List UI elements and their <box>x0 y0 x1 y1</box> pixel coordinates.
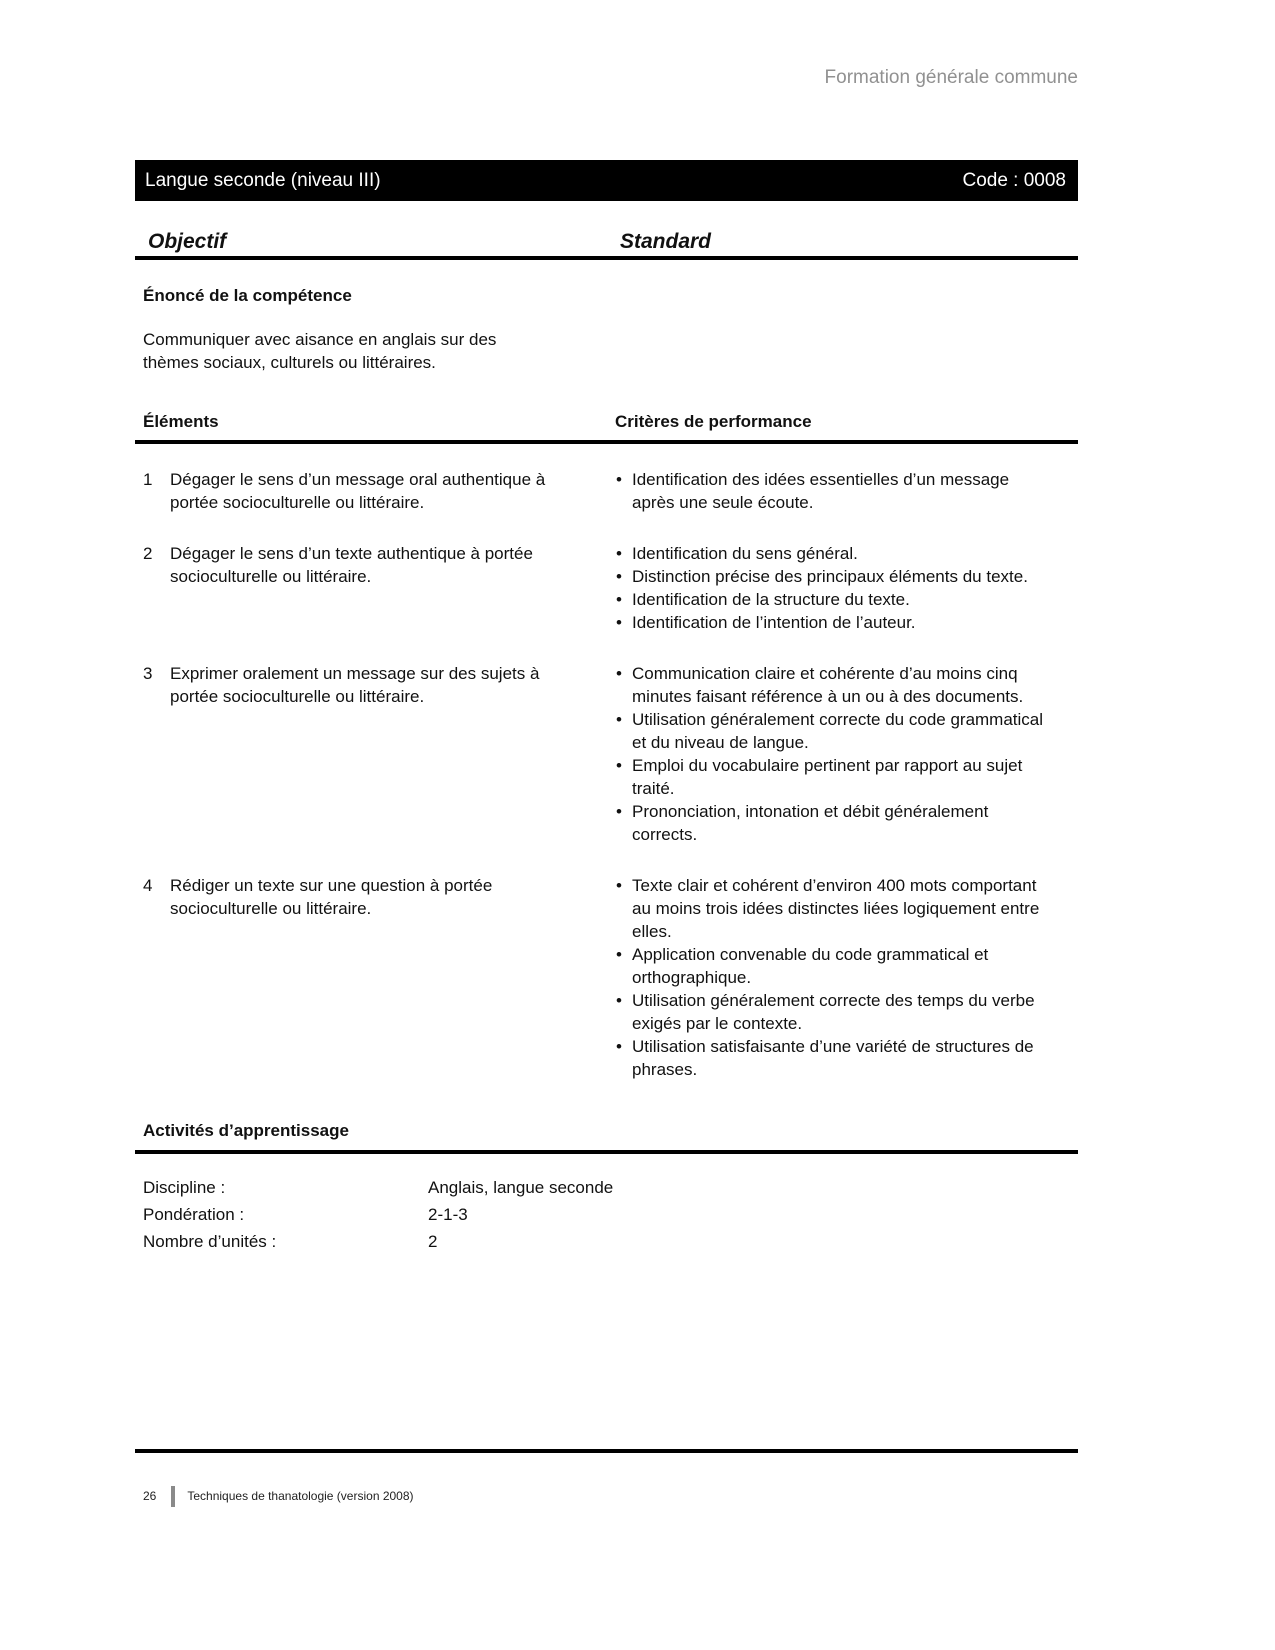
criterion-item: • Application convenable du code grammatical et orthographique. <box>615 943 1078 989</box>
field-value: 2-1-3 <box>428 1205 468 1224</box>
footer-text: Techniques de thanatologie (version 2008) <box>187 1489 414 1503</box>
criteria-column-header: Critères de performance <box>615 412 812 431</box>
title-bar <box>135 160 1078 201</box>
field-label: Pondération : <box>143 1205 245 1224</box>
page-number: 26 <box>143 1489 157 1503</box>
course-title: Langue seconde (niveau III) <box>145 170 381 191</box>
criterion-item: • Identification du sens général. <box>615 542 1078 565</box>
objectif-standard-header <box>135 229 1078 260</box>
criteria-cell <box>607 662 1078 846</box>
field-label: Discipline : <box>143 1178 226 1197</box>
criteria-list <box>615 874 1078 1081</box>
elements-column-header: Éléments <box>143 412 219 431</box>
element-text: Exprimer oralement un message sur des sujets à portée socioculturelle ou littéraire. <box>170 664 540 706</box>
activities-fields <box>135 1174 1078 1255</box>
element-number: 4 <box>143 876 153 895</box>
criterion-item: • Identification de l’intention de l’auteur. <box>615 611 1078 634</box>
course-code: Code : 0008 <box>962 170 1066 191</box>
page-content <box>135 0 1078 1255</box>
running-header: Formation générale commune <box>824 67 1078 88</box>
element-text: Dégager le sens d’un texte authentique à portée socioculturelle ou littéraire. <box>170 544 533 586</box>
criterion-item: • Distinction précise des principaux éléments du texte. <box>615 565 1078 588</box>
criteria-list <box>615 468 1078 514</box>
standard-heading: Standard <box>620 230 712 253</box>
footer-divider <box>171 1486 175 1507</box>
table-row <box>135 874 1078 1081</box>
field-row <box>143 1174 1078 1201</box>
criteria-cell <box>607 468 1078 514</box>
criterion-item: • Utilisation généralement correcte du code grammatical et du niveau de langue. <box>615 708 1078 754</box>
criteria-cell <box>607 542 1078 634</box>
criteria-cell <box>607 874 1078 1081</box>
field-value: 2 <box>428 1232 438 1251</box>
table-row <box>135 662 1078 846</box>
table-row <box>135 542 1078 634</box>
enonce-heading: Énoncé de la compétence <box>143 286 352 305</box>
criterion-item: • Utilisation satisfaisante d’une variété de structures de phrases. <box>615 1035 1078 1081</box>
criterion-item: • Prononciation, intonation et débit généralement corrects. <box>615 800 1078 846</box>
criterion-item: • Emploi du vocabulaire pertinent par rapport au sujet traité. <box>615 754 1078 800</box>
criterion-item: • Identification de la structure du texte. <box>615 588 1078 611</box>
element-number: 3 <box>143 664 153 683</box>
field-value: Anglais, langue seconde <box>428 1178 614 1197</box>
objectif-heading: Objectif <box>148 230 227 253</box>
element-text: Rédiger un texte sur une question à portée socioculturelle ou littéraire. <box>170 876 493 918</box>
element-number: 2 <box>143 544 153 563</box>
activities-heading: Activités d’apprentissage <box>135 1119 1078 1154</box>
elements-rows <box>135 468 1078 1081</box>
footer-rule <box>135 1449 1078 1453</box>
criteria-list <box>615 662 1078 846</box>
field-row <box>143 1201 1078 1228</box>
criterion-item: • Utilisation généralement correcte des temps du verbe exigés par le contexte. <box>615 989 1078 1035</box>
criterion-item: • Identification des idées essentielles d’un message après une seule écoute. <box>615 468 1078 514</box>
element-number: 1 <box>143 470 153 489</box>
table-row <box>135 468 1078 514</box>
criteria-list <box>615 542 1078 634</box>
criterion-item: • Communication claire et cohérente d’au moins cinq minutes faisant référence à un ou à des documents. <box>615 662 1078 708</box>
page-footer <box>143 1486 414 1507</box>
field-row <box>143 1228 1078 1255</box>
table-column-headers <box>135 410 1078 444</box>
element-text: Dégager le sens d’un message oral authentique à portée socioculturelle ou littéraire. <box>170 470 546 512</box>
criterion-item: • Texte clair et cohérent d’environ 400 mots comportant au moins trois idées distinctes liées logiquement entre elles. <box>615 874 1078 943</box>
field-label: Nombre d’unités : <box>143 1232 277 1251</box>
enonce-body: Communiquer avec aisance en anglais sur des thèmes sociaux, culturels ou littéraires. <box>143 330 497 372</box>
